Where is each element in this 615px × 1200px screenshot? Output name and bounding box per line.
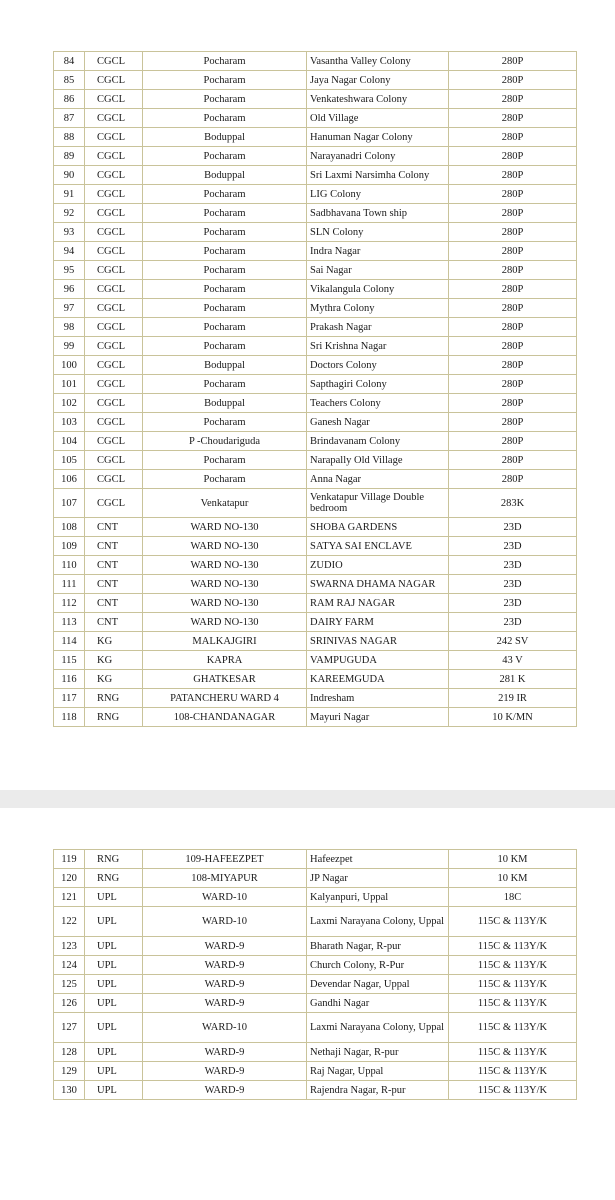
serial-number-cell: 89 bbox=[54, 147, 85, 166]
bus-route-cell: 280P bbox=[449, 318, 577, 337]
serial-number-cell: 107 bbox=[54, 489, 85, 518]
locality-cell: Hafeezpet bbox=[307, 850, 449, 869]
serial-number-cell: 122 bbox=[54, 907, 85, 937]
table-row bbox=[54, 128, 577, 147]
serial-number-cell: 85 bbox=[54, 71, 85, 90]
bus-route-cell: 23D bbox=[449, 613, 577, 632]
serial-number-cell: 99 bbox=[54, 337, 85, 356]
bus-route-cell: 23D bbox=[449, 575, 577, 594]
serial-number-cell: 94 bbox=[54, 242, 85, 261]
zone-code-cell: UPL bbox=[85, 1081, 143, 1100]
serial-number-cell: 113 bbox=[54, 613, 85, 632]
serial-number-cell: 86 bbox=[54, 90, 85, 109]
locality-route-table bbox=[53, 51, 577, 727]
bus-route-cell: 280P bbox=[449, 147, 577, 166]
table-row bbox=[54, 90, 577, 109]
serial-number-cell: 116 bbox=[54, 670, 85, 689]
serial-number-cell: 123 bbox=[54, 937, 85, 956]
area-cell: WARD-10 bbox=[143, 907, 307, 937]
area-cell: Pocharam bbox=[143, 147, 307, 166]
area-cell: Pocharam bbox=[143, 71, 307, 90]
locality-cell: Gandhi Nagar bbox=[307, 994, 449, 1013]
serial-number-cell: 98 bbox=[54, 318, 85, 337]
serial-number-cell: 124 bbox=[54, 956, 85, 975]
zone-code-cell: CGCL bbox=[85, 318, 143, 337]
bus-route-cell: 115C & 113Y/K bbox=[449, 1013, 577, 1043]
bus-route-cell: 10 K/MN bbox=[449, 708, 577, 727]
zone-code-cell: CGCL bbox=[85, 413, 143, 432]
locality-cell: Kalyanpuri, Uppal bbox=[307, 888, 449, 907]
zone-code-cell: CGCL bbox=[85, 489, 143, 518]
area-cell: Pocharam bbox=[143, 299, 307, 318]
serial-number-cell: 88 bbox=[54, 128, 85, 147]
serial-number-cell: 105 bbox=[54, 451, 85, 470]
bus-route-cell: 10 KM bbox=[449, 850, 577, 869]
serial-number-cell: 112 bbox=[54, 594, 85, 613]
area-cell: 108-CHANDANAGAR bbox=[143, 708, 307, 727]
locality-cell: Devendar Nagar, Uppal bbox=[307, 975, 449, 994]
table-row bbox=[54, 394, 577, 413]
locality-cell: Anna Nagar bbox=[307, 470, 449, 489]
area-cell: WARD NO-130 bbox=[143, 556, 307, 575]
area-cell: Boduppal bbox=[143, 166, 307, 185]
locality-route-table bbox=[53, 849, 577, 1100]
table-row bbox=[54, 1062, 577, 1081]
locality-cell: Brindavanam Colony bbox=[307, 432, 449, 451]
locality-cell: JP Nagar bbox=[307, 869, 449, 888]
serial-number-cell: 96 bbox=[54, 280, 85, 299]
locality-cell: Jaya Nagar Colony bbox=[307, 71, 449, 90]
table-body bbox=[54, 52, 577, 727]
bus-route-cell: 280P bbox=[449, 432, 577, 451]
serial-number-cell: 91 bbox=[54, 185, 85, 204]
table-row bbox=[54, 556, 577, 575]
area-cell: Boduppal bbox=[143, 356, 307, 375]
locality-cell: Sri Krishna Nagar bbox=[307, 337, 449, 356]
area-cell: Pocharam bbox=[143, 204, 307, 223]
locality-cell: Venkatapur Village Double bedroom bbox=[307, 489, 449, 518]
table-row bbox=[54, 223, 577, 242]
zone-code-cell: UPL bbox=[85, 1062, 143, 1081]
zone-code-cell: CGCL bbox=[85, 470, 143, 489]
locality-cell: Nethaji Nagar, R-pur bbox=[307, 1043, 449, 1062]
table-row bbox=[54, 432, 577, 451]
area-cell: GHATKESAR bbox=[143, 670, 307, 689]
table-row bbox=[54, 613, 577, 632]
locality-cell: SATYA SAI ENCLAVE bbox=[307, 537, 449, 556]
table-row bbox=[54, 489, 577, 518]
zone-code-cell: CGCL bbox=[85, 394, 143, 413]
table-row bbox=[54, 708, 577, 727]
zone-code-cell: CGCL bbox=[85, 128, 143, 147]
zone-code-cell: UPL bbox=[85, 956, 143, 975]
bus-route-cell: 280P bbox=[449, 299, 577, 318]
table-row bbox=[54, 185, 577, 204]
table-row bbox=[54, 337, 577, 356]
zone-code-cell: CNT bbox=[85, 575, 143, 594]
table-row bbox=[54, 71, 577, 90]
table-row bbox=[54, 975, 577, 994]
area-cell: WARD NO-130 bbox=[143, 537, 307, 556]
locality-cell: Sri Laxmi Narsimha Colony bbox=[307, 166, 449, 185]
bus-route-cell: 280P bbox=[449, 413, 577, 432]
zone-code-cell: KG bbox=[85, 632, 143, 651]
zone-code-cell: KG bbox=[85, 670, 143, 689]
locality-cell: Indra Nagar bbox=[307, 242, 449, 261]
serial-number-cell: 110 bbox=[54, 556, 85, 575]
serial-number-cell: 84 bbox=[54, 52, 85, 71]
serial-number-cell: 127 bbox=[54, 1013, 85, 1043]
zone-code-cell: RNG bbox=[85, 869, 143, 888]
serial-number-cell: 92 bbox=[54, 204, 85, 223]
bus-route-cell: 219 IR bbox=[449, 689, 577, 708]
table-row bbox=[54, 451, 577, 470]
bus-route-cell: 23D bbox=[449, 594, 577, 613]
bus-route-cell: 43 V bbox=[449, 651, 577, 670]
zone-code-cell: UPL bbox=[85, 975, 143, 994]
area-cell: WARD-9 bbox=[143, 956, 307, 975]
zone-code-cell: RNG bbox=[85, 708, 143, 727]
area-cell: Pocharam bbox=[143, 52, 307, 71]
zone-code-cell: CGCL bbox=[85, 261, 143, 280]
document-page-2 bbox=[0, 808, 615, 1200]
table-row bbox=[54, 594, 577, 613]
bus-route-cell: 280P bbox=[449, 204, 577, 223]
table-row bbox=[54, 907, 577, 937]
serial-number-cell: 102 bbox=[54, 394, 85, 413]
bus-route-cell: 280P bbox=[449, 52, 577, 71]
locality-cell: RAM RAJ NAGAR bbox=[307, 594, 449, 613]
serial-number-cell: 120 bbox=[54, 869, 85, 888]
locality-cell: Sapthagiri Colony bbox=[307, 375, 449, 394]
zone-code-cell: KG bbox=[85, 651, 143, 670]
bus-route-cell: 280P bbox=[449, 451, 577, 470]
table-row bbox=[54, 204, 577, 223]
zone-code-cell: UPL bbox=[85, 907, 143, 937]
area-cell: WARD-9 bbox=[143, 1081, 307, 1100]
table-row bbox=[54, 956, 577, 975]
locality-cell: Raj Nagar, Uppal bbox=[307, 1062, 449, 1081]
serial-number-cell: 125 bbox=[54, 975, 85, 994]
locality-cell: Sadbhavana Town ship bbox=[307, 204, 449, 223]
locality-cell: Bharath Nagar, R-pur bbox=[307, 937, 449, 956]
zone-code-cell: CGCL bbox=[85, 451, 143, 470]
zone-code-cell: CGCL bbox=[85, 185, 143, 204]
table-row bbox=[54, 1081, 577, 1100]
zone-code-cell: CNT bbox=[85, 518, 143, 537]
table-row bbox=[54, 670, 577, 689]
area-cell: Pocharam bbox=[143, 413, 307, 432]
zone-code-cell: CGCL bbox=[85, 375, 143, 394]
serial-number-cell: 93 bbox=[54, 223, 85, 242]
zone-code-cell: CGCL bbox=[85, 299, 143, 318]
bus-route-cell: 280P bbox=[449, 109, 577, 128]
zone-code-cell: CNT bbox=[85, 594, 143, 613]
area-cell: WARD-10 bbox=[143, 888, 307, 907]
locality-cell: Narayanadri Colony bbox=[307, 147, 449, 166]
locality-cell: DAIRY FARM bbox=[307, 613, 449, 632]
serial-number-cell: 90 bbox=[54, 166, 85, 185]
zone-code-cell: UPL bbox=[85, 994, 143, 1013]
locality-cell: Mayuri Nagar bbox=[307, 708, 449, 727]
bus-route-cell: 280P bbox=[449, 90, 577, 109]
locality-cell: VAMPUGUDA bbox=[307, 651, 449, 670]
area-cell: KAPRA bbox=[143, 651, 307, 670]
table-row bbox=[54, 1013, 577, 1043]
bus-route-cell: 115C & 113Y/K bbox=[449, 1062, 577, 1081]
zone-code-cell: CGCL bbox=[85, 337, 143, 356]
area-cell: Pocharam bbox=[143, 242, 307, 261]
locality-cell: Ganesh Nagar bbox=[307, 413, 449, 432]
bus-route-cell: 23D bbox=[449, 537, 577, 556]
zone-code-cell: CGCL bbox=[85, 71, 143, 90]
table-body bbox=[54, 850, 577, 1100]
bus-route-cell: 115C & 113Y/K bbox=[449, 956, 577, 975]
serial-number-cell: 97 bbox=[54, 299, 85, 318]
serial-number-cell: 121 bbox=[54, 888, 85, 907]
bus-route-cell: 280P bbox=[449, 185, 577, 204]
table-row bbox=[54, 109, 577, 128]
locality-cell: Laxmi Narayana Colony, Uppal bbox=[307, 907, 449, 937]
area-cell: WARD-9 bbox=[143, 975, 307, 994]
table-row bbox=[54, 166, 577, 185]
zone-code-cell: CGCL bbox=[85, 90, 143, 109]
serial-number-cell: 119 bbox=[54, 850, 85, 869]
zone-code-cell: CGCL bbox=[85, 166, 143, 185]
zone-code-cell: CGCL bbox=[85, 280, 143, 299]
bus-route-cell: 280P bbox=[449, 128, 577, 147]
bus-route-cell: 18C bbox=[449, 888, 577, 907]
table-row bbox=[54, 888, 577, 907]
area-cell: MALKAJGIRI bbox=[143, 632, 307, 651]
zone-code-cell: UPL bbox=[85, 937, 143, 956]
serial-number-cell: 104 bbox=[54, 432, 85, 451]
table-row bbox=[54, 280, 577, 299]
zone-code-cell: CNT bbox=[85, 556, 143, 575]
area-cell: Pocharam bbox=[143, 109, 307, 128]
locality-cell: Laxmi Narayana Colony, Uppal bbox=[307, 1013, 449, 1043]
locality-cell: Vasantha Valley Colony bbox=[307, 52, 449, 71]
area-cell: P -Choudariguda bbox=[143, 432, 307, 451]
bus-route-cell: 281 K bbox=[449, 670, 577, 689]
serial-number-cell: 130 bbox=[54, 1081, 85, 1100]
zone-code-cell: CGCL bbox=[85, 204, 143, 223]
table-row bbox=[54, 375, 577, 394]
zone-code-cell: CGCL bbox=[85, 109, 143, 128]
serial-number-cell: 111 bbox=[54, 575, 85, 594]
bus-route-cell: 280P bbox=[449, 166, 577, 185]
serial-number-cell: 115 bbox=[54, 651, 85, 670]
table-row bbox=[54, 470, 577, 489]
zone-code-cell: RNG bbox=[85, 689, 143, 708]
locality-cell: SLN Colony bbox=[307, 223, 449, 242]
serial-number-cell: 126 bbox=[54, 994, 85, 1013]
bus-route-cell: 23D bbox=[449, 518, 577, 537]
locality-cell: Hanuman Nagar Colony bbox=[307, 128, 449, 147]
zone-code-cell: UPL bbox=[85, 1013, 143, 1043]
area-cell: WARD-9 bbox=[143, 1062, 307, 1081]
bus-route-cell: 242 SV bbox=[449, 632, 577, 651]
locality-cell: Indresham bbox=[307, 689, 449, 708]
area-cell: Pocharam bbox=[143, 185, 307, 204]
bus-route-cell: 23D bbox=[449, 556, 577, 575]
zone-code-cell: CNT bbox=[85, 537, 143, 556]
table-row bbox=[54, 937, 577, 956]
locality-cell: SHOBA GARDENS bbox=[307, 518, 449, 537]
serial-number-cell: 103 bbox=[54, 413, 85, 432]
locality-cell: Prakash Nagar bbox=[307, 318, 449, 337]
locality-cell: Rajendra Nagar, R-pur bbox=[307, 1081, 449, 1100]
serial-number-cell: 101 bbox=[54, 375, 85, 394]
area-cell: PATANCHERU WARD 4 bbox=[143, 689, 307, 708]
locality-cell: KAREEMGUDA bbox=[307, 670, 449, 689]
table-row bbox=[54, 651, 577, 670]
zone-code-cell: CGCL bbox=[85, 242, 143, 261]
serial-number-cell: 100 bbox=[54, 356, 85, 375]
table-row bbox=[54, 632, 577, 651]
bus-route-cell: 280P bbox=[449, 470, 577, 489]
bus-route-cell: 280P bbox=[449, 337, 577, 356]
area-cell: Pocharam bbox=[143, 261, 307, 280]
area-cell: WARD-9 bbox=[143, 937, 307, 956]
serial-number-cell: 128 bbox=[54, 1043, 85, 1062]
area-cell: WARD-10 bbox=[143, 1013, 307, 1043]
locality-cell: Sai Nagar bbox=[307, 261, 449, 280]
area-cell: WARD-9 bbox=[143, 1043, 307, 1062]
bus-route-cell: 115C & 113Y/K bbox=[449, 1043, 577, 1062]
zone-code-cell: CGCL bbox=[85, 223, 143, 242]
locality-cell: Church Colony, R-Pur bbox=[307, 956, 449, 975]
table-row bbox=[54, 689, 577, 708]
locality-cell: Mythra Colony bbox=[307, 299, 449, 318]
area-cell: WARD-9 bbox=[143, 994, 307, 1013]
bus-route-cell: 115C & 113Y/K bbox=[449, 937, 577, 956]
area-cell: Pocharam bbox=[143, 337, 307, 356]
table-row bbox=[54, 413, 577, 432]
bus-route-cell: 280P bbox=[449, 71, 577, 90]
area-cell: Pocharam bbox=[143, 451, 307, 470]
table-row bbox=[54, 1043, 577, 1062]
table-row bbox=[54, 518, 577, 537]
zone-code-cell: UPL bbox=[85, 1043, 143, 1062]
bus-route-cell: 280P bbox=[449, 280, 577, 299]
area-cell: WARD NO-130 bbox=[143, 594, 307, 613]
table-row bbox=[54, 299, 577, 318]
locality-cell: Vikalangula Colony bbox=[307, 280, 449, 299]
bus-route-cell: 280P bbox=[449, 394, 577, 413]
bus-route-cell: 115C & 113Y/K bbox=[449, 1081, 577, 1100]
area-cell: WARD NO-130 bbox=[143, 575, 307, 594]
zone-code-cell: CGCL bbox=[85, 432, 143, 451]
area-cell: 108-MIYAPUR bbox=[143, 869, 307, 888]
area-cell: Pocharam bbox=[143, 90, 307, 109]
bus-route-cell: 280P bbox=[449, 375, 577, 394]
locality-cell: Teachers Colony bbox=[307, 394, 449, 413]
locality-cell: Old Village bbox=[307, 109, 449, 128]
bus-route-cell: 115C & 113Y/K bbox=[449, 994, 577, 1013]
zone-code-cell: UPL bbox=[85, 888, 143, 907]
zone-code-cell: CGCL bbox=[85, 52, 143, 71]
locality-cell: Venkateshwara Colony bbox=[307, 90, 449, 109]
area-cell: Boduppal bbox=[143, 128, 307, 147]
serial-number-cell: 129 bbox=[54, 1062, 85, 1081]
area-cell: Pocharam bbox=[143, 318, 307, 337]
area-cell: Pocharam bbox=[143, 280, 307, 299]
area-cell: 109-HAFEEZPET bbox=[143, 850, 307, 869]
bus-route-cell: 115C & 113Y/K bbox=[449, 907, 577, 937]
locality-cell: SWARNA DHAMA NAGAR bbox=[307, 575, 449, 594]
table-row bbox=[54, 575, 577, 594]
bus-route-cell: 280P bbox=[449, 242, 577, 261]
bus-route-cell: 280P bbox=[449, 223, 577, 242]
bus-route-cell: 10 KM bbox=[449, 869, 577, 888]
area-cell: Pocharam bbox=[143, 375, 307, 394]
zone-code-cell: CNT bbox=[85, 613, 143, 632]
serial-number-cell: 108 bbox=[54, 518, 85, 537]
serial-number-cell: 87 bbox=[54, 109, 85, 128]
locality-cell: SRINIVAS NAGAR bbox=[307, 632, 449, 651]
area-cell: WARD NO-130 bbox=[143, 518, 307, 537]
area-cell: Pocharam bbox=[143, 223, 307, 242]
table-row bbox=[54, 869, 577, 888]
area-cell: Pocharam bbox=[143, 470, 307, 489]
table-row bbox=[54, 147, 577, 166]
locality-cell: Narapally Old Village bbox=[307, 451, 449, 470]
area-cell: Venkatapur bbox=[143, 489, 307, 518]
table-row bbox=[54, 537, 577, 556]
serial-number-cell: 95 bbox=[54, 261, 85, 280]
bus-route-cell: 280P bbox=[449, 356, 577, 375]
zone-code-cell: CGCL bbox=[85, 356, 143, 375]
area-cell: Boduppal bbox=[143, 394, 307, 413]
bus-route-cell: 280P bbox=[449, 261, 577, 280]
bus-route-cell: 115C & 113Y/K bbox=[449, 975, 577, 994]
locality-cell: ZUDIO bbox=[307, 556, 449, 575]
serial-number-cell: 106 bbox=[54, 470, 85, 489]
locality-cell: Doctors Colony bbox=[307, 356, 449, 375]
serial-number-cell: 114 bbox=[54, 632, 85, 651]
table-row bbox=[54, 261, 577, 280]
bus-route-cell: 283K bbox=[449, 489, 577, 518]
serial-number-cell: 109 bbox=[54, 537, 85, 556]
table-row bbox=[54, 356, 577, 375]
table-row bbox=[54, 318, 577, 337]
table-row bbox=[54, 994, 577, 1013]
table-row bbox=[54, 242, 577, 261]
locality-cell: LIG Colony bbox=[307, 185, 449, 204]
serial-number-cell: 118 bbox=[54, 708, 85, 727]
table-row bbox=[54, 850, 577, 869]
serial-number-cell: 117 bbox=[54, 689, 85, 708]
table-row bbox=[54, 52, 577, 71]
zone-code-cell: CGCL bbox=[85, 147, 143, 166]
area-cell: WARD NO-130 bbox=[143, 613, 307, 632]
zone-code-cell: RNG bbox=[85, 850, 143, 869]
